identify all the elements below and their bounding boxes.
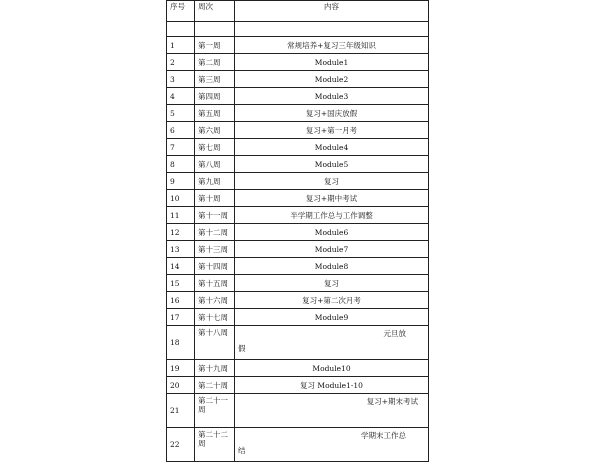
row-week: 第六周: [195, 122, 235, 139]
row-num: 3: [167, 71, 195, 88]
row-num: 1: [167, 37, 195, 54]
table-row: [167, 37, 429, 54]
row-content: Module9: [235, 309, 429, 326]
row-content: 复习: [235, 275, 429, 292]
row-num: 14: [167, 258, 195, 275]
row-content-line-2: 结: [238, 446, 246, 455]
row-num: 16: [167, 292, 195, 309]
row-week: 第九周: [195, 173, 235, 190]
row-week: [195, 394, 235, 428]
row-week: 第十周: [195, 190, 235, 207]
row-week: 第十七周: [195, 309, 235, 326]
row-num: 6: [167, 122, 195, 139]
row-num: 22: [167, 428, 195, 462]
row-content-line-2: 假: [238, 344, 246, 353]
table-row: [167, 258, 429, 275]
table-row: [167, 88, 429, 105]
row-num: 18: [167, 326, 195, 360]
row-week: 第十五周: [195, 275, 235, 292]
row-week: 第一周: [195, 37, 235, 54]
row-content: 半学期工作总与工作调整: [235, 207, 429, 224]
table-row: [167, 326, 429, 360]
row-week-line-1: 第二十一: [198, 396, 228, 405]
row-week-line-1: 第二十二: [198, 430, 228, 439]
row-content: [235, 428, 429, 462]
table-row: [167, 122, 429, 139]
header-week: 周次: [195, 1, 235, 22]
row-num: 17: [167, 309, 195, 326]
row-num: 7: [167, 139, 195, 156]
row-week: 第四周: [195, 88, 235, 105]
row-week: 第二周: [195, 54, 235, 71]
table-row: [167, 71, 429, 88]
table-row: [167, 275, 429, 292]
row-content: Module8: [235, 258, 429, 275]
row-content: Module7: [235, 241, 429, 258]
row-week-line-2: 周: [198, 439, 206, 448]
row-content: 复习: [235, 173, 429, 190]
row-content: Module1: [235, 54, 429, 71]
row-num: 2: [167, 54, 195, 71]
row-num: 19: [167, 360, 195, 377]
table-row: [167, 54, 429, 71]
row-week-line-2: 周: [198, 405, 206, 414]
schedule-table: [166, 0, 429, 462]
table-row: [167, 207, 429, 224]
row-content: Module10: [235, 360, 429, 377]
row-content: Module4: [235, 139, 429, 156]
row-week: [195, 428, 235, 462]
row-content: 复习+第二次月考: [235, 292, 429, 309]
row-week: 第五周: [195, 105, 235, 122]
table-row: [167, 428, 429, 462]
row-week: 第十四周: [195, 258, 235, 275]
table-row: [167, 190, 429, 207]
row-content-line-1: 学期末工作总: [361, 431, 406, 440]
row-num: 8: [167, 156, 195, 173]
row-week: 第七周: [195, 139, 235, 156]
row-week: 第十一周: [195, 207, 235, 224]
row-content: Module2: [235, 71, 429, 88]
row-content: [235, 326, 429, 360]
table-row: [167, 377, 429, 394]
row-content: Module6: [235, 224, 429, 241]
row-week: 第十三周: [195, 241, 235, 258]
row-content: 复习+期中考试: [235, 190, 429, 207]
row-num: 4: [167, 88, 195, 105]
row-week: 第十二周: [195, 224, 235, 241]
header-content: 内容: [235, 1, 429, 22]
row-num: 12: [167, 224, 195, 241]
row-week: 第八周: [195, 156, 235, 173]
row-week: 第十八周: [195, 326, 235, 360]
row-num: 5: [167, 105, 195, 122]
row-week: 第二十周: [195, 377, 235, 394]
row-content: 复习+第一月考: [235, 122, 429, 139]
row-week: 第十九周: [195, 360, 235, 377]
row-num: 11: [167, 207, 195, 224]
table-row: [167, 224, 429, 241]
row-content: 复习+期末考试: [235, 394, 429, 428]
row-num: 9: [167, 173, 195, 190]
table-row: [167, 394, 429, 428]
row-content: 复习 Module1-10: [235, 377, 429, 394]
table-row: [167, 173, 429, 190]
row-content: Module5: [235, 156, 429, 173]
row-num: 10: [167, 190, 195, 207]
row-num: 20: [167, 377, 195, 394]
row-num: 15: [167, 275, 195, 292]
table-row: [167, 292, 429, 309]
table-row: [167, 309, 429, 326]
table-header-row: [167, 1, 429, 22]
row-num: 13: [167, 241, 195, 258]
table-row: [167, 139, 429, 156]
row-content: 常规培养+复习三年级知识: [235, 37, 429, 54]
header-num: 序号: [167, 1, 195, 22]
spacer-row: [167, 22, 429, 37]
row-content-line-1: 元旦放: [383, 329, 406, 338]
row-week: 第十六周: [195, 292, 235, 309]
table-row: [167, 156, 429, 173]
row-num: 21: [167, 394, 195, 428]
row-week: 第三周: [195, 71, 235, 88]
row-content: 复习+国庆放假: [235, 105, 429, 122]
row-content: Module3: [235, 88, 429, 105]
table-row: [167, 360, 429, 377]
table-row: [167, 241, 429, 258]
table-row: [167, 105, 429, 122]
